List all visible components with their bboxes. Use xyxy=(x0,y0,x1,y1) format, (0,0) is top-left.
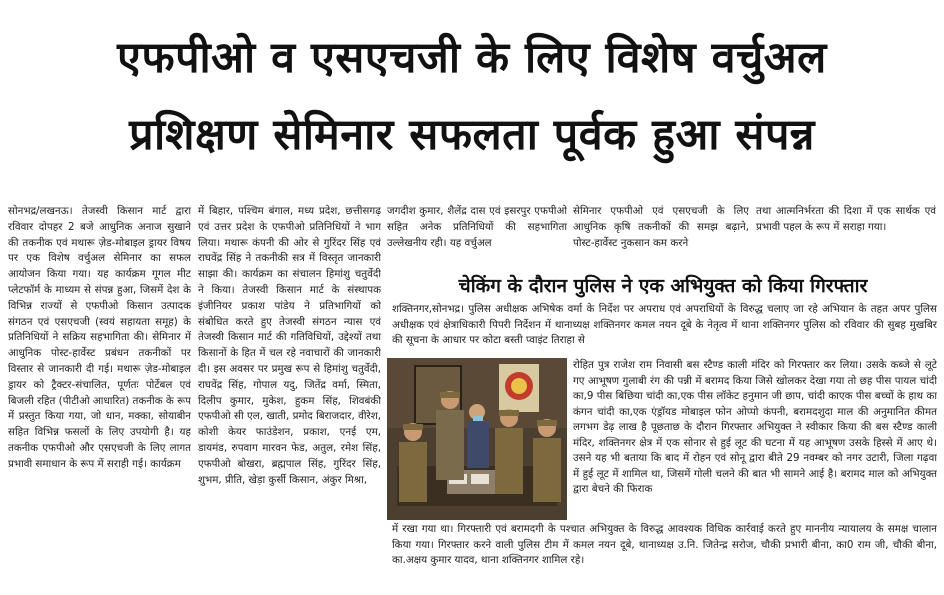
article2-paragraph-top: शक्तिनगर,सोनभद्र। पुलिस अधीक्षक अभिषेक वर्मा के निर्देश पर अपराध एवं अपराधियों के विरुद्ध चलाए जा रहे अभियान के तहत अपर पुलिस अधीक्षक एवं क्षेत्राधिकारी पिपरी निर्देशन में थानाध्यक्ष शक्तिनगर कमल नयन दूबे के नेतृत्व में थाना शक्तिनगर पुलिस को रविवार की सुबह मुखबिर की सूचना के आधार पर कोटा बस्ती प्वाइंट तिराहा से xyxy=(392,303,937,346)
article2-paragraph-right: रोहित पुत्र राजेश राम निवासी बस स्टैण्ड काली मंदिर को गिरफ्तार कर लिया। उसके कब्जे से लूटे गए आभूषण गुलाबी रंग की पन्नी में बरामद किया जिसे खोलकर देखा गया तो छह पीस पायल चांदी का,9 पीस बिछिया चांदी का,एक पीस लॉकेट हनुमान जी छाप, चांदी काएक पीस बच्चों के हाथ का कंगन चांदी का,एक एंड्रॉयड मोबाइल फोन ओप्पो कंपनी, बरामदशुदा माल की अनुमानित कीमत लगभग डेढ़ लाख है पूछताछ के दौरान गिरफ्तार अभियुक्त ने स्वीकार किया की बस स्टैण्ड काली मंदिर, शक्तिनगर क्षेत्र में एक सोनार से हुई लूट की घटना में यह आभूषण उसके हिस्से में आए थे। उसने यह भी बताया कि बाद में रोहन एवं सोनू द्वारा बीते 29 नवम्बर को नगर उटारी, जिला गढ़वा में हुई लूट में शामिल था, जिसमें गोली चलने की बात भी सामने आई है। बरामद माल को अभियुक्त द्वारा बेचने की फिराक xyxy=(573,359,937,495)
article1-column-5: तथा आत्मनिर्भरता की दिशा में एक सार्थक एवं प्रभावी पहल के रूप में सराहा गया। xyxy=(756,205,936,233)
article1-column-2: में बिहार, पश्चिम बंगाल, मध्य प्रदेश, छत्तीसगढ़ एवं उत्तर प्रदेश के एफपीओ प्रतिनिधियों ने भाग लिया। मथारू कंपनी की ओर से गुरिंदर सिंह एवं राघवेंद्र सिंह ने तकनीकी सत्र में विस्तृत जानकारी साझा की। कार्यक्रम का संचालन हिमांशु चतुर्वेदी ने किया। तेजस्वी किसान मार्ट के संस्थापक इंजीनियर प्रकाश पांडेय ने प्रतिभागियों को संबोधित करते हुए तेजस्वी संगठन न्यास एवं तेजस्वी किसान मार्ट की गतिविधियों, उद्देश्यों तथा किसानों के हित में चल रहे नवाचारों की जानकारी दी। इस अवसर पर प्रमुख रूप से हिमांशु चतुर्वेदी, राघवेंद्र सिंह, गोपाल यदु, जितेंद्र वर्मा, स्मिता, दिलीप कुमार, मुकेश, हुकम सिंह, शिवबंकी एफपीओ सी एल, खाती, प्रमोद बिराजदार, वीरेश, कोशी केयर फाउंडेशन, प्रकाश, एनई एम, डायमंड, रुपवाग मारवन फेड, अतुल, रमेश सिंह, एफपीओ बोखरा, ब्रह्मपाल सिंह, गुरिंदर सिंह, शुभम, प्रीति, खेड़ा कुर्सी किसान, अंकुर मिश्रा, xyxy=(198,205,381,486)
headline-line-1: एफपीओ व एसएचजी के लिए विशेष वर्चुअल xyxy=(117,33,827,83)
article2-paragraph-bottom: में रखा गया था। गिरफ्तारी एवं बरामदगी के पश्चात अभियुक्त के विरुद्ध आवश्यक विधिक कार्रवाई करते हुए माननीय न्यायालय के समक्ष चालान किया गया। गिरफ्तार करने वाली पुलिस टीम में कमल नयन दूबे, थानाध्यक्ष उ.नि. जितेन्द्र सरोज, चौकी प्रभारी बीना, का0 राम जी, चौकी बीना, का.अक्षय कुमार यादव, थाना शक्तिनगर शामिल रहे। xyxy=(392,523,937,566)
article1-column-4: सेमिनार एफपीओ एवं एसएचजी के लिए आधुनिक कृषि तकनीकों की समझ बढ़ाने, पोस्ट-हार्वेस्ट नुकसान कम करने xyxy=(573,205,749,249)
article1-column-1: सोनभद्र/लखनऊ। तेजस्वी किसान मार्ट द्वारा रविवार दोपहर 2 बजे आधुनिक अनाज सुखाने की तकनीक एवं मथारू ज़ेड-मोबाइल ड्रायर विषय पर एक विशेष वर्चुअल सेमिनार का सफल आयोजन किया गया। यह कार्यक्रम गूगल मीट प्लेटफॉर्म के माध्यम से संपन्न हुआ, जिसमें देश के विभिन्न राज्यों से एफपीओ किसान उत्पादक संगठन एवं एसएचजी (स्वयं सहायता समूह) के प्रतिनिधियों ने सक्रिय सहभागिता की। सेमिनार में आधुनिक पोस्ट-हार्वेस्ट प्रबंधन तकनीकों पर विस्तार से जानकारी दी गई। मथारू ज़ेड-मोबाइल ड्रायर को ट्रैक्टर-संचालित, पूर्णतः पोर्टेबल एवं बिजली रहित (पीटीओ आधारित) तकनीक के रूप में प्रस्तुत किया गया, जो धान, मक्का, सोयाबीन सहित विभिन्न फसलों के लिए उपयोगी है। यह तकनीक एफपीओ और एसएचजी के लिए लागत प्रभावी समाधान के रूप में सराही गई। कार्यक्रम xyxy=(8,205,191,470)
article1-column-3: जगदीश कुमार, शैलेंद्र दास एवं इसरपुर एफपीओ सहित अनेक प्रतिनिधियों की सहभागिता उल्लेखनीय रही। यह वर्चुअल xyxy=(387,205,567,249)
news-photo xyxy=(387,358,567,520)
police-officers-photo xyxy=(387,358,567,520)
article2-headline: चेकिंग के दौरान पुलिस ने एक अभियुक्त को किया गिरफ्तार xyxy=(458,275,868,297)
headline-line-2: प्रशिक्षण सेमिनार सफलता पूर्वक हुआ संपन्न xyxy=(129,110,815,160)
